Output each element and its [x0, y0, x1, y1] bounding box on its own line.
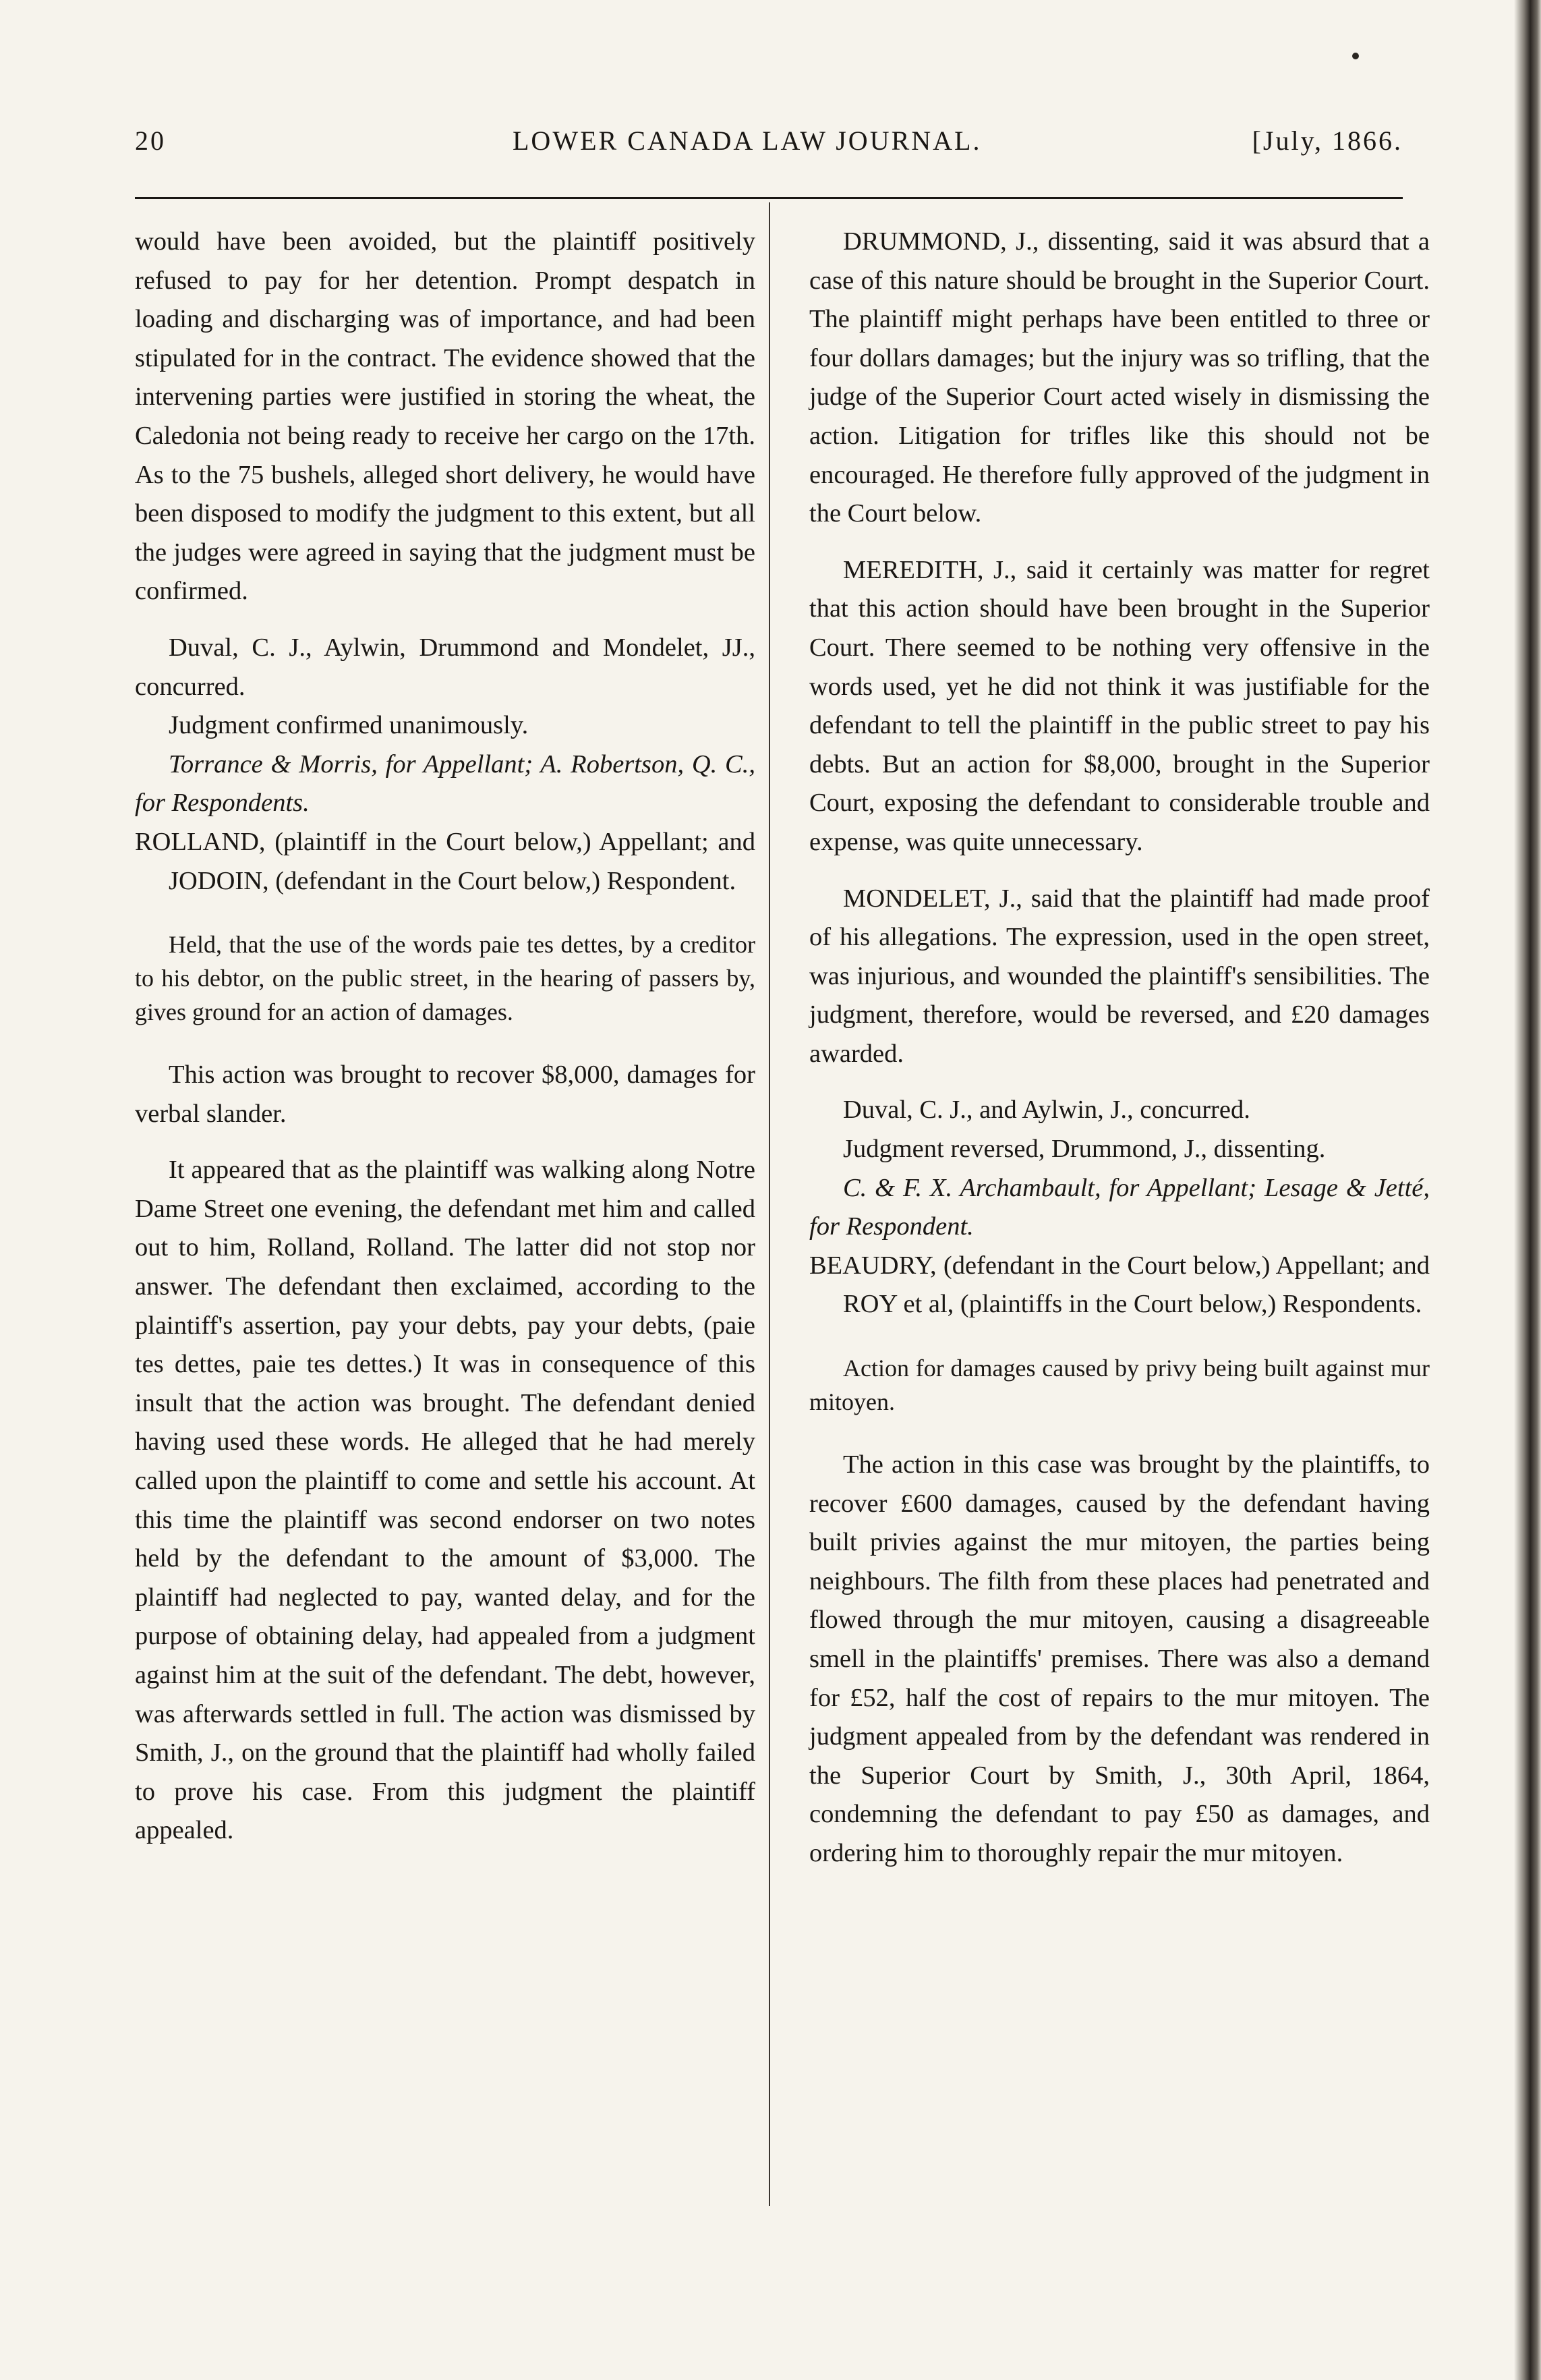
counsel-line: C. & F. X. Archambault, for Appellant; Lesage & Jetté, for Respondent. — [809, 1173, 1430, 1241]
headnote: Held, that the use of the words paie tes dettes, by a creditor to his debtor, on the public street, in the hearing of passers by, gives ground for an action of damages. — [135, 931, 755, 1026]
paragraph: It appeared that as the plaintiff was walking along Notre Dame Street one evening, the defendant met him and called out to him, Rolland, Rolland. The latter did not stop nor answer. The defendant then exclaimed, according to the plaintiff's assertion, pay your debts, pay your debts, (paie tes dettes, paie tes dettes.) It was in consequence of this insult that the action was brought. The defendant denied having used these words. He alleged that he had merely called upon the plaintiff to come and settle his account. At this time the plaintiff was second endorser on two notes held by the defendant to the amount of $3,000. The plaintiff had neglected to pay, wanted delay, and for the purpose of obtaining delay, had appealed from a judgment against him at the suit of the defendant. The debt, however, was afterwards settled in full. The action was dismissed by Smith, J., on the ground that the plaintiff had wholly failed to prove his case. From this judgment the plaintiff appealed. — [135, 1156, 755, 1845]
column-divider — [769, 202, 770, 2206]
paragraph: The action in this case was brought by the plaintiffs, to recover £600 damages, caused by the defendant having built privies against the mur mitoyen, the parties being neighbours. The filth from these places had penetrated and flowed through the mur mitoyen, causing a disagreeable smell in the plaintiffs' premises. There was also a demand for £52, half the cost of repairs to the mur mitoyen. The judgment appealed from by the defendant was rendered in the Superior Court by Smith, J., 30th April, 1864, condemning the defendant to pay £50 as damages, and ordering him to thoroughly repair the mur mitoyen. — [809, 1450, 1430, 1867]
journal-title: LOWER CANADA LAW JOURNAL. — [513, 125, 982, 156]
paragraph: MONDELET, J., said that the plaintiff had made proof of his allegations. The expression, used in the open street, was injurious, and wounded the plaintiff's sensibilities. The judgment, therefore, would be reversed, and £20 damages awarded. — [809, 884, 1430, 1068]
paragraph: This action was brought to recover $8,000, damages for verbal slander. — [135, 1060, 755, 1128]
left-column — [135, 223, 755, 1850]
paragraph: Judgment confirmed unanimously. — [169, 711, 529, 740]
paragraph: DRUMMOND, J., dissenting, said it was absurd that a case of this nature should be brought in the Superior Court. The plaintiff might perhaps have been entitled to three or four dollars damages; but the injury was so trifling, that the judge of the Superior Court acted wisely in dismissing the action. Litigation for trifles like this should not be encouraged. He therefore fully approved of the judgment in the Court below. — [809, 227, 1430, 528]
issue-date: [July, 1866. — [1252, 125, 1403, 156]
paragraph: Duval, C. J., and Aylwin, J., concurred. — [843, 1096, 1250, 1125]
right-column — [809, 223, 1430, 1873]
case-title: BEAUDRY, (defendant in the Court below,) Appellant; and ROY et al, (plaintiffs in the Court below,) Respondents. — [809, 1251, 1430, 1319]
case-title: ROLLAND, (plaintiff in the Court below,) Appellant; and JODOIN, (defendant in the Court below,) Respondent. — [135, 827, 755, 895]
paragraph: MEREDITH, J., said it certainly was matter for regret that this action should have been brought in the Superior Court. There seemed to be nothing very offensive in the words used, yet he did not think it was justifiable for the defendant to tell the plaintiff in the public street to pay his debts. But an action for $8,000, brought in the Superior Court, exposing the defendant to considerable trouble and expense, was quite unnecessary. — [809, 555, 1430, 856]
page-edge — [1514, 0, 1541, 2380]
header-rule — [135, 197, 1403, 199]
page-number: 20 — [135, 125, 166, 156]
counsel-line: Torrance & Morris, for Appellant; A. Robertson, Q. C., for Respondents. — [135, 749, 755, 818]
page-header — [135, 125, 1403, 172]
print-speck — [1352, 53, 1359, 59]
paragraph: Judgment reversed, Drummond, J., dissenting. — [843, 1135, 1326, 1164]
paragraph: Duval, C. J., Aylwin, Drummond and Mondelet, JJ., concurred. — [135, 633, 755, 701]
headnote: Action for damages caused by privy being built against mur mitoyen. — [809, 1355, 1430, 1416]
paragraph: would have been avoided, but the plaintiff positively refused to pay for her detention. Prompt despatch in loading and discharging was of importance, and had been stipulated for in the contract. The evidence showed that the intervening parties were justified in storing the wheat, the Caledonia not being ready to receive her cargo on the 17th. As to the 75 bushels, alleged short delivery, he would have been disposed to modify the judgment to this extent, but all the judges were agreed in saying that the judgment must be confirmed. — [135, 227, 755, 606]
